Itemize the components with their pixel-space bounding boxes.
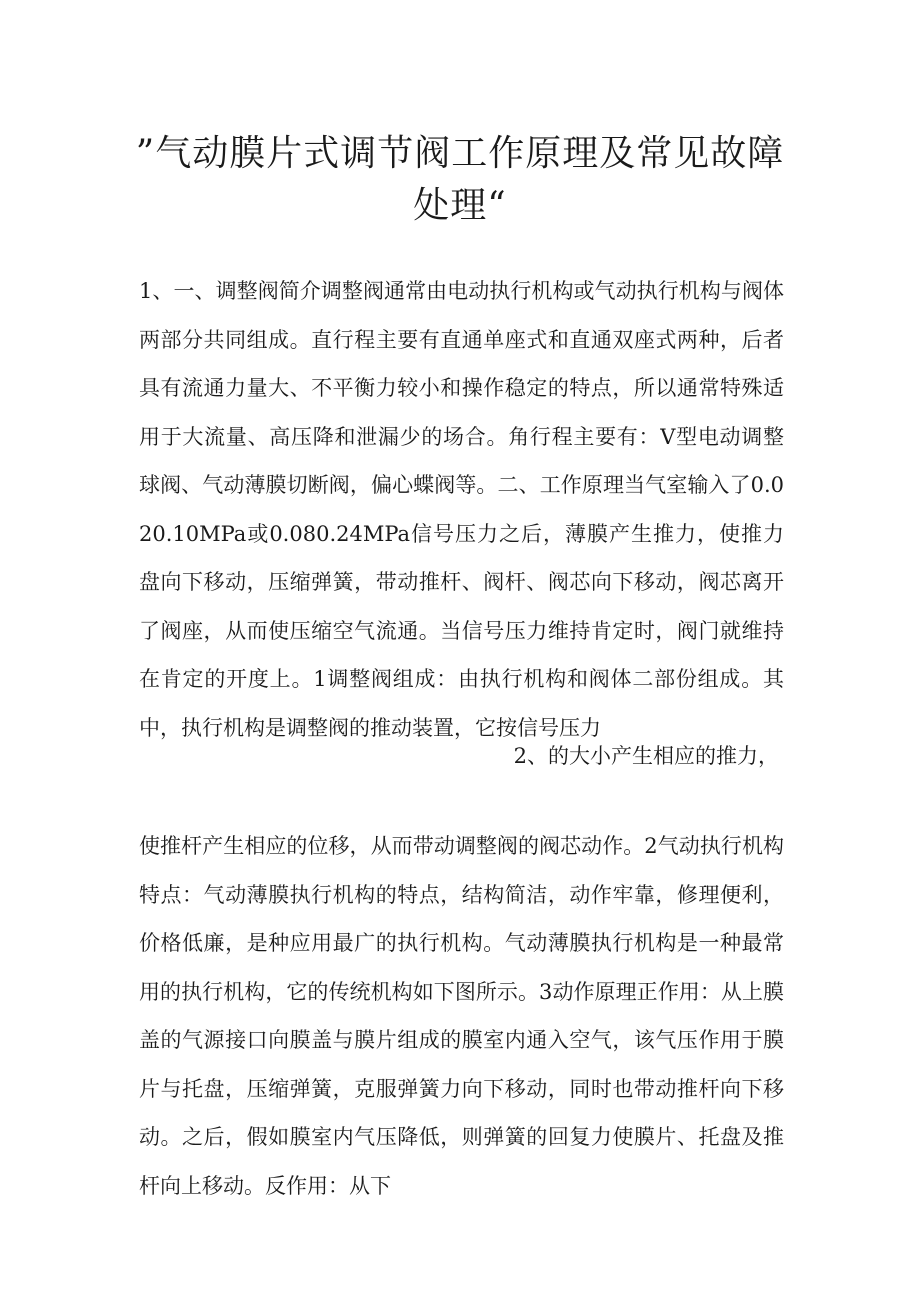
paragraph-2: 2、的大小产生相应的推力， (513, 744, 779, 768)
document-title: ”气动膜片式调节阀工作原理及常见故障处理“ (135, 133, 785, 226)
paragraph-3: 使推杆产生相应的位移，从而带动调整阀的阀芯动作。2气动执行机构特点：气动薄膜执行机构的特点，结构简洁，动作牢靠，修理便利，价格低廉，是种应用最广的执行机构。气动薄膜执行机构是一种最常用的执行机构，它的传统机构如下图所示。3动作原理正作用：从上膜盖的气源接口向膜盖与膜片组成的膜室内通入空气，该气压作用于膜片与托盘，压缩弹簧，克服弹簧力向下移动，同时也带动推杆向下移动。之后，假如膜室内气压降低，则弹簧的回复力使膜片、托盘及推杆向上移动。反作用：从下 (139, 834, 784, 1198)
paragraph-1: 1、一、调整阀简介调整阀通常由电动执行机构或气动执行机构与阀体两部分共同组成。直行程主要有直通单座式和直通双座式两种，后者具有流通力量大、不平衡力较小和操作稳定的特点，所以通常特殊适用于大流量、高压降和泄漏少的场合。角行程主要有：V型电动调整球阀、气动薄膜切断阀，偏心蝶阀等。二、工作原理当气室输入了0.020.10MPa或0.080.24MPa信号压力之后，薄膜产生推力，使推力盘向下移动，压缩弹簧，带动推杆、阀杆、阀芯向下移动，阀芯离开了阀座，从而使压缩空气流通。当信号压力维持肯定时，阀门就维持在肯定的开度上。1调整阀组成：由执行机构和阀体二部份组成。其中，执行机构是调整阀的推动装置，它按信号压力 (139, 279, 784, 740)
